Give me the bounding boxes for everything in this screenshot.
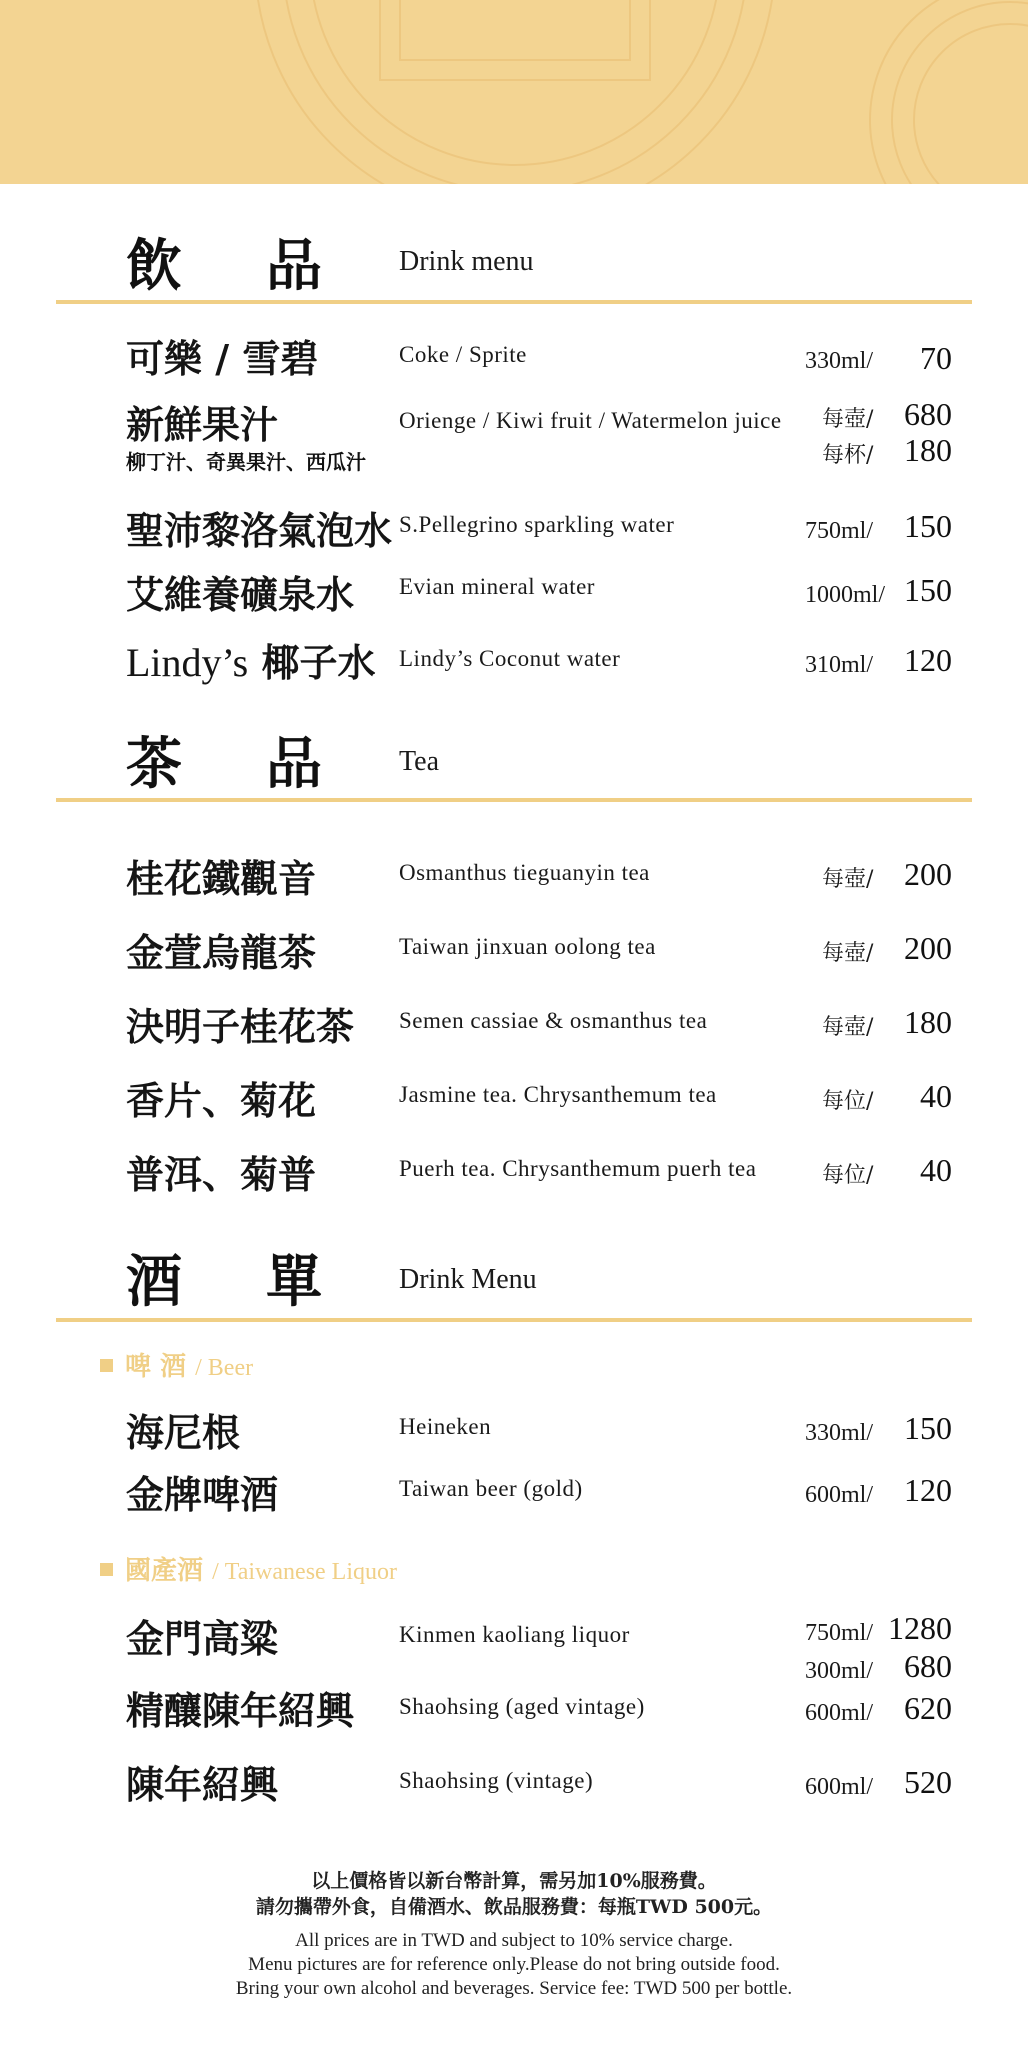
item-unit: 300ml/ xyxy=(805,1658,874,1684)
item-unit: 750ml/ xyxy=(805,518,874,544)
item-name-zh: 聖沛黎洛氣泡水 xyxy=(126,508,393,553)
item-name-en: Lindy’s Coconut water xyxy=(399,646,621,671)
item-name-zh: 金萱烏龍茶 xyxy=(126,930,317,975)
subsection-liquor: 國產酒 / Taiwanese Liquor xyxy=(100,1550,397,1587)
footer-note-en-2: Menu pictures are for reference only.Please do not bring outside food. xyxy=(248,1954,780,1975)
section-divider xyxy=(56,300,972,304)
item-price: 680 xyxy=(904,396,952,432)
item-price: 1280 xyxy=(888,1610,952,1646)
item-price: 200 xyxy=(904,856,952,892)
footer-note-zh-2: 請勿攜帶外食，自備酒水、飲品服務費：每瓶TWD 500元。 xyxy=(255,1896,773,1918)
item-name-en: Coke / Sprite xyxy=(399,342,527,367)
item-name-en: Shaohsing (vintage) xyxy=(399,1768,594,1793)
item-description-zh: 柳丁汁、奇異果汁、西瓜汁 xyxy=(126,450,366,474)
item-name-en: Taiwan beer (gold) xyxy=(399,1476,583,1501)
item-unit: 每位/ xyxy=(822,1089,874,1114)
item-name-zh: 陳年紹興 xyxy=(126,1762,279,1807)
item-name-en: S.Pellegrino sparkling water xyxy=(399,512,675,537)
item-price: 150 xyxy=(904,508,952,544)
item-name-en: Heineken xyxy=(399,1414,492,1439)
item-price: 40 xyxy=(920,1152,952,1188)
item-price-2: 620 xyxy=(904,1690,952,1726)
item-name-zh: 決明子桂花茶 xyxy=(126,1004,355,1049)
item-name-zh: 金牌啤酒 xyxy=(126,1472,279,1517)
item-price-2: 180 xyxy=(904,432,952,468)
section-divider xyxy=(56,1318,972,1322)
item-name-zh: 精釀陳年紹興 xyxy=(126,1688,355,1733)
item-name-zh: 金門高粱 xyxy=(126,1616,279,1661)
item-name-en: Orienge / Kiwi fruit / Watermelon juice xyxy=(399,408,782,433)
item-unit: 330ml/ xyxy=(805,1420,874,1446)
item-name-en: Shaohsing (aged vintage) xyxy=(399,1694,645,1719)
item-name-en: Taiwan jinxuan oolong tea xyxy=(399,934,656,959)
item-name-zh: 香片、菊花 xyxy=(126,1078,317,1123)
bullet-icon xyxy=(100,1359,113,1372)
item-unit: 每位/ xyxy=(822,1163,874,1188)
item-price: 120 xyxy=(904,1472,952,1508)
item-unit: 1000ml/ xyxy=(805,582,886,608)
footer-note-zh-1: 以上價格皆以新台幣計算，需另加10%服務費。 xyxy=(311,1870,717,1892)
footer-note-en-3: Bring your own alcohol and beverages. Service fee: TWD 500 per bottle. xyxy=(235,1978,793,1999)
item-price: 150 xyxy=(904,1410,952,1446)
item-price: 680 xyxy=(904,1648,952,1684)
subsection-beer: 啤 酒 / Beer xyxy=(100,1346,253,1383)
footer-note-en-1: All prices are in TWD and subject to 10% service charge. xyxy=(295,1930,733,1951)
header-banner xyxy=(0,0,1028,184)
section-subtitle-tea: Tea xyxy=(399,746,440,777)
section-title-drink: 飲 品 xyxy=(126,233,322,299)
bullet-icon xyxy=(100,1563,113,1576)
item-name-zh: 海尼根 xyxy=(126,1410,241,1455)
item-name-en: Kinmen kaoliang liquor xyxy=(399,1622,630,1647)
item-name-en: Evian mineral water xyxy=(399,574,595,599)
item-name-en: Jasmine tea. Chrysanthemum tea xyxy=(399,1082,717,1107)
item-price: 150 xyxy=(904,572,952,608)
section-title-tea: 茶 品 xyxy=(126,731,322,797)
item-unit: 每壺/ xyxy=(822,867,874,892)
item-unit-2: 每杯/ xyxy=(822,443,874,468)
item-name-zh: 新鮮果汁 xyxy=(126,402,279,447)
banner-pattern xyxy=(0,0,1028,184)
item-unit: 每壺/ xyxy=(822,407,874,432)
item-unit: 每壺/ xyxy=(822,1015,874,1040)
item-unit: 每壺/ xyxy=(822,941,874,966)
item-price: 180 xyxy=(904,1004,952,1040)
item-unit: 600ml/ xyxy=(805,1774,874,1800)
item-unit: 330ml/ xyxy=(805,348,874,374)
item-name-en: Osmanthus tieguanyin tea xyxy=(399,860,650,885)
item-unit-2: 600ml/ xyxy=(805,1700,874,1726)
item-price: 200 xyxy=(904,930,952,966)
item-unit: 310ml/ xyxy=(805,652,874,678)
item-name-zh: 可樂 / 雪碧 xyxy=(126,336,319,381)
item-name-en: Semen cassiae & osmanthus tea xyxy=(399,1008,708,1033)
item-brand: Lindy’s xyxy=(126,640,249,685)
section-subtitle-liquor: Drink Menu xyxy=(399,1264,537,1295)
item-price: 40 xyxy=(920,1078,952,1114)
item-unit: 750ml/ xyxy=(805,1620,874,1646)
item-price: 520 xyxy=(904,1764,952,1800)
item-unit: 600ml/ xyxy=(805,1482,874,1508)
item-name-zh: 桂花鐵觀音 xyxy=(126,856,317,901)
item-name-en: Puerh tea. Chrysanthemum puerh tea xyxy=(399,1156,757,1181)
section-divider xyxy=(56,798,972,802)
section-title-liquor: 酒 單 xyxy=(126,1249,322,1315)
item-price: 120 xyxy=(904,642,952,678)
item-name-zh: 普洱、菊普 xyxy=(126,1152,317,1197)
section-subtitle-drink: Drink menu xyxy=(399,246,534,277)
item-name-zh: Lindy’s 椰子水 xyxy=(126,640,376,685)
item-price: 70 xyxy=(920,340,952,376)
item-name-zh: 艾維養礦泉水 xyxy=(126,572,355,617)
